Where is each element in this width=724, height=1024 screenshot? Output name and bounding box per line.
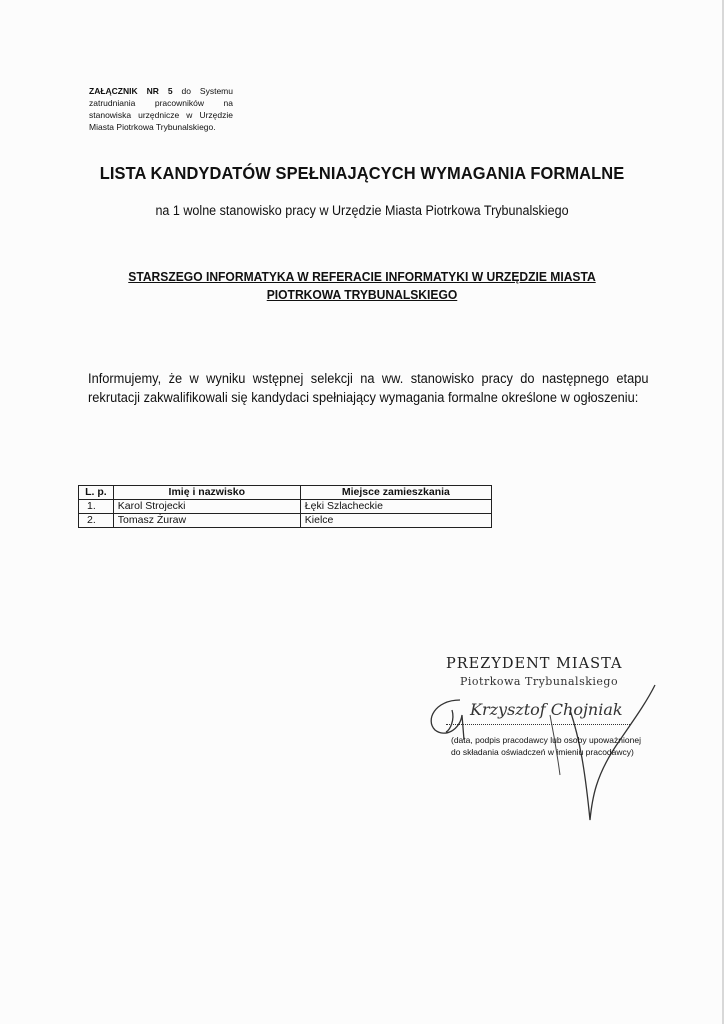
position-title: STARSZEGO INFORMATYKA W REFERACIE INFORMATYKI W URZĘDZIE MIASTA PIOTRKOWA TRYBUNALSKIEGO: [128, 269, 596, 302]
signature-line: [446, 724, 630, 725]
stamp-signature-name: Krzysztof Chojniak: [470, 700, 623, 719]
stamp-city: Piotrkowa Trybunalskiego: [460, 675, 619, 688]
cell-name: Tomasz Żuraw: [113, 514, 300, 528]
header-name: Imię i nazwisko: [113, 486, 300, 500]
cell-residence: Łęki Szlacheckie: [300, 500, 491, 514]
header-lp: L. p.: [79, 486, 114, 500]
cell-residence: Kielce: [300, 514, 491, 528]
header-residence: Miejsce zamieszkania: [300, 486, 491, 500]
cell-name: Karol Strojecki: [113, 500, 300, 514]
candidates-table: [78, 485, 492, 528]
annex-lead: ZAŁĄCZNIK NR 5: [89, 86, 173, 96]
cell-lp: 1.: [79, 500, 114, 514]
table-row: [79, 514, 492, 528]
document-subtitle: na 1 wolne stanowisko pracy w Urzędzie Miasta Piotrkowa Trybunalskiego: [155, 203, 569, 218]
table-row: [79, 500, 492, 514]
annex-note: [89, 85, 233, 133]
signature-note: (data, podpis pracodawcy lub osoby upoważnionej do składania oświadczeń w imieniu pracodawcy): [451, 735, 641, 757]
document-title: LISTA KANDYDATÓW SPEŁNIAJĄCYCH WYMAGANIA FORMALNE: [99, 163, 625, 183]
stamp-title: PREZYDENT MIASTA: [446, 656, 623, 672]
annex-text: do Systemu zatrudniania pracowników na stanowiska urzędnicze w Urzędzie Miasta Piotrkowa Trybunalskiego.: [89, 86, 233, 132]
cell-lp: 2.: [79, 514, 114, 528]
table-header-row: [79, 486, 492, 500]
info-paragraph: Informujemy, że w wyniku wstępnej selekcji na ww. stanowisko pracy do następnego etapu rekrutacji zakwalifikowali się kandydaci spełniający wymagania formalne określone w ogłoszeniu:: [88, 371, 649, 405]
